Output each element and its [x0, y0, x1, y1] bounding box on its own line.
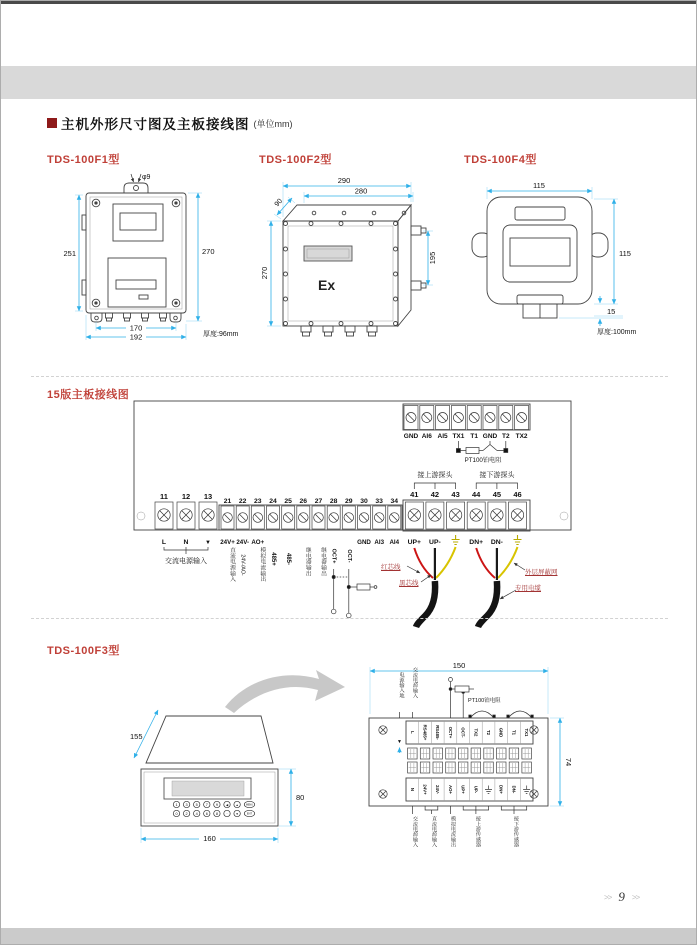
board-title: 15版主板接线图: [47, 389, 130, 401]
probe-brackets: [414, 483, 517, 489]
svg-text:24V+: 24V+: [220, 539, 235, 546]
svg-text:DN-: DN-: [511, 785, 517, 794]
svg-text:▼: ▼: [235, 811, 239, 816]
f2-title: TDS-100F2型: [259, 154, 332, 166]
f4-dim-gap: 15: [607, 307, 616, 316]
svg-text:UP-: UP-: [429, 539, 441, 546]
f3-bottom-annotation: 模拟电流输出: [450, 816, 456, 848]
svg-text:485-: 485-: [285, 552, 292, 566]
f3-bottom-brackets: [412, 806, 526, 814]
svg-text:DN-: DN-: [490, 539, 503, 546]
svg-text:UP+: UP+: [407, 539, 422, 546]
svg-text:43: 43: [451, 490, 460, 499]
svg-text:OCT-: OCT-: [345, 549, 352, 563]
svg-text:34: 34: [390, 498, 399, 505]
earth-ground-icon: ▼: [397, 739, 402, 745]
svg-text:24V-: 24V-: [435, 785, 441, 794]
analog-output-vertical-label: 模拟电流输出: [258, 547, 265, 582]
f2-dim-top: 290: [337, 176, 351, 185]
f1-dim-right: 270: [202, 247, 215, 256]
f1-dim-w-inner: 170: [129, 323, 143, 333]
terminal-label: AI6: [421, 433, 432, 440]
earth-ground-icon: ▼: [205, 540, 211, 546]
f3-front-drawing: [129, 699, 311, 859]
f3-pt100-label: PT100铂电阻: [468, 698, 501, 704]
svg-text:11: 11: [160, 492, 168, 501]
svg-text:44: 44: [472, 490, 481, 499]
page-title: [47, 113, 293, 133]
svg-text:2: 2: [185, 811, 188, 816]
f1-title: TDS-100F1型: [47, 154, 120, 166]
svg-text:8: 8: [215, 811, 218, 816]
oct-circuit: [331, 569, 377, 618]
board-top-terminal-strip: [403, 404, 530, 440]
svg-text:OCT+: OCT+: [447, 726, 453, 739]
section-separator: [31, 376, 668, 377]
svg-text:N: N: [409, 787, 415, 792]
terminal-label: GND: [482, 433, 498, 440]
svg-text:TX1: TX1: [524, 728, 530, 737]
svg-text:6: 6: [205, 811, 208, 816]
page-title-text: 主机外形尺寸图及主板接线图: [61, 117, 250, 132]
svg-text:OCT+: OCT+: [330, 548, 337, 564]
svg-text:41: 41: [410, 490, 419, 499]
terminal-label: TX1: [452, 433, 465, 440]
relay-output-vertical-label: 继电器输出: [304, 547, 311, 576]
svg-text:24: 24: [269, 498, 277, 505]
svg-text:UP+: UP+: [460, 785, 466, 794]
svg-text:3: 3: [185, 802, 188, 807]
black-wire-label: 黑芯线: [399, 580, 419, 587]
svg-text:AI3: AI3: [374, 539, 385, 546]
svg-text:ENT: ENT: [246, 812, 253, 816]
f3-bottom-annotation: 直流电源输入: [431, 816, 437, 848]
downstream-label: 接下游探头: [479, 472, 515, 479]
cable-label: 专用电缆: [515, 585, 541, 592]
f3-pt100-arcs: [469, 711, 534, 718]
f1-dim-w-outer: 192: [129, 332, 143, 342]
svg-text:L: L: [409, 731, 415, 734]
svg-text:4: 4: [195, 811, 198, 816]
relay-output-vertical-label: 继电器输出: [319, 547, 326, 576]
f2-dim-depth: 90: [273, 197, 285, 209]
pt100-label: PT100铂电阻: [464, 457, 502, 464]
mainboard-wiring-diagram: [131, 397, 576, 632]
f1-dim-left: 251: [63, 249, 76, 258]
transition-arrow-icon: [219, 663, 354, 721]
svg-text:27: 27: [314, 498, 323, 505]
svg-text:5: 5: [195, 802, 198, 807]
f4-dimension-drawing: [461, 169, 661, 347]
svg-text:RS485+: RS485+: [422, 724, 428, 741]
ac-input-label: 交流电源输入: [165, 558, 207, 565]
svg-text:RS485-: RS485-: [435, 725, 441, 740]
f3-dim-rear-width: 150: [452, 661, 466, 670]
terminal-label: T1: [470, 433, 478, 440]
svg-text:1: 1: [175, 802, 178, 807]
earth-ground-icon: [452, 535, 460, 545]
header-band: [1, 66, 696, 99]
upstream-label: 接上游探头: [417, 472, 453, 479]
svg-text:AO+: AO+: [447, 785, 453, 794]
svg-text:MENU: MENU: [245, 803, 254, 807]
svg-text:30: 30: [360, 498, 368, 505]
svg-text:24V-: 24V-: [236, 539, 250, 546]
svg-text:26: 26: [299, 498, 308, 505]
f3-title: TDS-100F3型: [47, 645, 120, 657]
footer-band: [1, 928, 696, 945]
shield-label: 外层屏蔽网: [525, 569, 558, 576]
ac-input-bracket: [164, 547, 208, 554]
earth-ground-icon: [485, 786, 492, 794]
svg-text:28: 28: [329, 498, 338, 505]
f3-dim-rear-height: 74: [564, 757, 573, 767]
f3-rear-panel: [369, 718, 548, 806]
svg-text:GND: GND: [498, 727, 504, 738]
svg-text:46: 46: [513, 490, 522, 499]
svg-text:24V-/AO-: 24V-/AO-: [239, 554, 246, 576]
svg-text:24V+: 24V+: [422, 784, 428, 795]
svg-text:33: 33: [375, 498, 383, 505]
f2-dim-front: 280: [354, 186, 368, 196]
f2-bolts: [284, 211, 406, 325]
svg-text:◀: ◀: [225, 802, 229, 807]
svg-text:T2: T2: [486, 729, 491, 736]
f3-ac-annotation: 交流电源输入: [412, 667, 418, 699]
f3-keypad: [173, 801, 254, 816]
bottom-terminal-labels: [162, 535, 522, 576]
f4-dim-top: 115: [533, 181, 545, 190]
f1-dimension-drawing: [46, 169, 261, 354]
f2-side-glands: [411, 226, 426, 290]
chevrons-icon: >>: [604, 892, 612, 902]
svg-text:25: 25: [284, 498, 292, 505]
pt100-circuit: [456, 441, 507, 454]
section-separator: [31, 618, 668, 619]
svg-text:13: 13: [203, 492, 213, 501]
f4-dim-right: 115: [619, 249, 631, 258]
f1-dim-hole: φ9: [142, 174, 151, 181]
f2-dim-left: 270: [260, 266, 269, 280]
svg-text:·: ·: [226, 811, 228, 816]
terminal-label: GND: [403, 433, 419, 440]
svg-text:29: 29: [345, 498, 353, 505]
svg-text:12: 12: [181, 492, 191, 501]
terminal-label: TX2: [515, 433, 528, 440]
chevrons-icon: >>: [631, 892, 640, 902]
svg-text:GND: GND: [357, 539, 371, 546]
red-wire-label: 红芯线: [381, 564, 401, 571]
svg-text:22: 22: [238, 498, 247, 505]
svg-text:21: 21: [223, 498, 232, 505]
svg-text:9: 9: [215, 802, 218, 807]
f4-title: TDS-100F4型: [464, 154, 537, 166]
probe-wires: [414, 547, 517, 627]
f1-enclosure: [82, 183, 186, 322]
svg-text:42: 42: [430, 490, 440, 499]
f1-thickness: 厚度:96mm: [203, 331, 239, 338]
f2-bottom-glands: [301, 326, 377, 336]
svg-text:OCT-: OCT-: [460, 727, 466, 738]
f3-dim-width: 160: [203, 834, 216, 843]
svg-text:AO+: AO+: [251, 539, 265, 546]
f3-bottom-annotation: 接上游传感器: [475, 816, 481, 848]
f2-dim-right: 195: [428, 251, 437, 265]
svg-text:N: N: [183, 539, 189, 546]
svg-text:L: L: [161, 539, 167, 546]
f3-dim-height: 80: [296, 793, 305, 802]
bottom-terminal-row: [155, 500, 530, 531]
f4-enclosure: [472, 197, 608, 318]
f3-bottom-annotation: 交流电源输入: [412, 816, 418, 848]
svg-text:TX2: TX2: [473, 728, 479, 737]
svg-text:7: 7: [205, 802, 208, 807]
f3-dim-depth: 155: [130, 732, 143, 741]
f3-bottom-annotation: 接下游传感器: [513, 816, 519, 848]
f2-enclosure: [283, 205, 426, 336]
f2-ex-mark: Ex: [318, 277, 336, 293]
svg-text:UP-: UP-: [473, 785, 479, 794]
earth-ground-icon: [523, 786, 530, 794]
f3-ground-annotation: 电源输入地: [398, 672, 405, 698]
svg-text:485+: 485+: [270, 552, 276, 566]
f4-thickness: 厚度:100mm: [597, 329, 637, 336]
f1-cable-glands: [106, 313, 167, 321]
red-square-bullet-icon: [47, 118, 57, 128]
earth-ground-icon: [514, 535, 522, 545]
svg-text:45: 45: [492, 490, 502, 499]
svg-text:▲: ▲: [235, 802, 239, 807]
svg-text:23: 23: [254, 498, 262, 505]
top-bar: [1, 1, 696, 4]
svg-text:DN+: DN+: [498, 785, 504, 794]
svg-text:DN+: DN+: [469, 539, 484, 546]
dc-input-vertical-label: 直流电源输入: [228, 547, 235, 582]
f3-body: [141, 716, 278, 826]
terminal-label: AI5: [437, 433, 448, 440]
svg-text:T1: T1: [511, 729, 517, 736]
f2-dimension-drawing: [256, 169, 456, 349]
page-number: >> 9 >>: [604, 889, 640, 904]
svg-text:AI4: AI4: [389, 539, 400, 546]
unit-note: (单位mm): [253, 118, 293, 129]
svg-text:0: 0: [175, 811, 178, 816]
f3-rear-bottom-labels: [410, 784, 530, 795]
f3-rear-pins: [408, 748, 532, 773]
terminal-label: T2: [502, 433, 510, 440]
